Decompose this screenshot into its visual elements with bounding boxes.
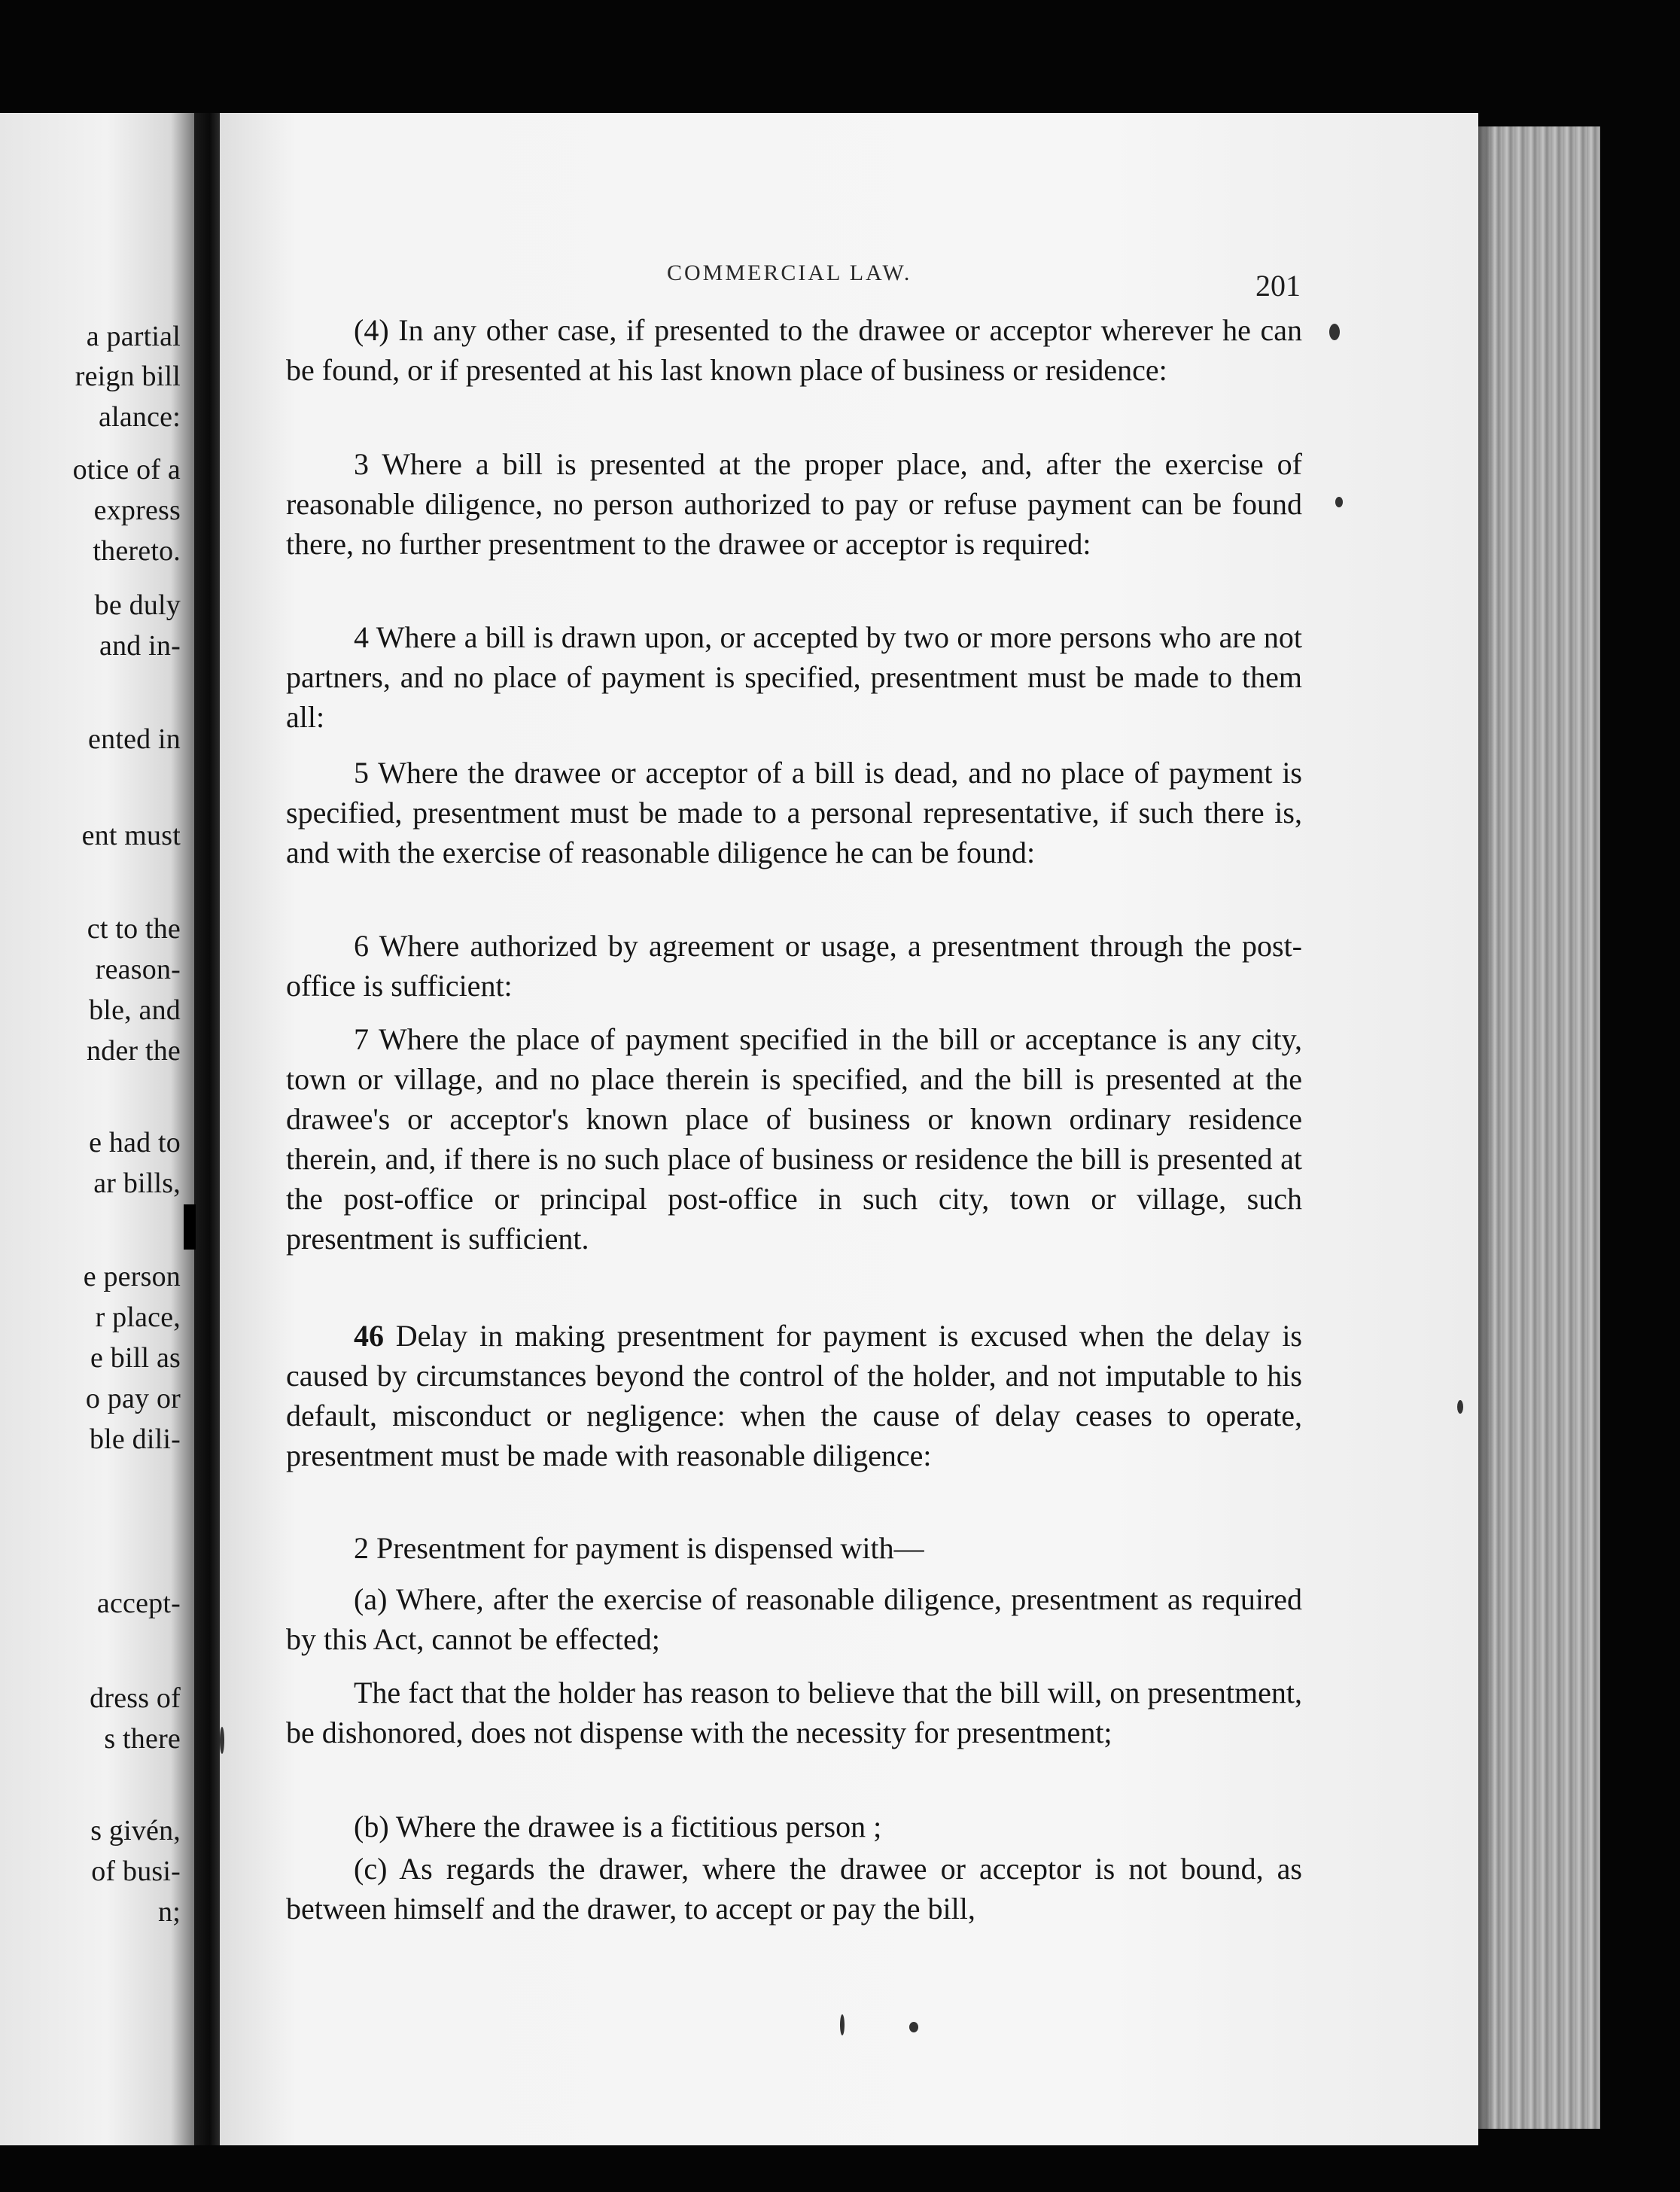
left-page-line: ented in — [88, 723, 181, 755]
scan-speck — [220, 1727, 224, 1754]
body-paragraph — [286, 1807, 1302, 1846]
paragraph-text: 5 Where the drawee or acceptor of a bill is dead, and no place of payment is specified, presentment must be made to a personal representative, if such there is, and with the exercise of reasonable diligence he can be found: — [286, 756, 1302, 869]
body-paragraph — [286, 1579, 1302, 1659]
section-46 — [286, 1316, 1302, 1475]
paragraph-text: (a) Where, after the exercise of reasonable diligence, presentment as required by this Act, cannot be effected; — [286, 1582, 1302, 1656]
scan-speck — [1329, 324, 1340, 340]
section-number: 46 — [354, 1319, 384, 1353]
running-head: COMMERCIAL LAW. — [667, 260, 912, 285]
left-page-line: s givén, — [90, 1815, 181, 1846]
paragraph-text: 7 Where the place of payment specified in the bill or acceptance is any city, town or village, and no place therein is specified, and the bill is presented at the drawee's or acceptor's known place of business or known ordinary residence therein, and, if there is no such place of business or residence the bill is presented at the post-office or principal post-office in such city, town or village, such presentment is sufficient. — [286, 1022, 1302, 1256]
left-page-line: o pay or — [85, 1383, 181, 1414]
left-page-line: reason- — [95, 954, 181, 985]
left-facing-page — [0, 113, 194, 2145]
left-page-line: accept- — [96, 1588, 181, 1619]
left-page-line: otice of a — [72, 454, 181, 486]
left-page-line: e person — [83, 1261, 181, 1292]
left-page-line: n; — [158, 1896, 181, 1928]
left-page-line: ent must — [81, 820, 181, 851]
body-paragraph — [286, 617, 1302, 737]
left-page-line: be duly — [94, 589, 181, 621]
left-page-line: ble, and — [89, 994, 181, 1026]
left-page-line: ble dili- — [89, 1423, 181, 1455]
left-page-line: of busi- — [91, 1856, 181, 1887]
left-page-line: r place, — [95, 1302, 181, 1333]
left-page-line: e bill as — [90, 1342, 181, 1374]
left-page-line: alance: — [99, 401, 181, 433]
left-page-line: a partial — [86, 321, 181, 352]
binding-mark — [184, 1204, 196, 1250]
left-page-line: reign bill — [75, 361, 181, 392]
left-page-line: s there — [104, 1723, 181, 1755]
page-edges — [1478, 126, 1600, 2129]
body-paragraph — [286, 1673, 1302, 1752]
left-page-line: ct to the — [87, 913, 181, 945]
page-edge-shadow — [1478, 126, 1495, 2129]
body-paragraph — [286, 444, 1302, 564]
left-page-line: e had to — [89, 1127, 181, 1158]
left-page-line: dress of — [90, 1682, 181, 1714]
paragraph-text: (4) In any other case, if presented to the drawee or acceptor wherever he can be found, or if presented at his last known place of business or residence: — [286, 313, 1302, 387]
paragraph-text: 4 Where a bill is drawn upon, or accepted by two or more persons who are not partners, and no place of payment is specified, presentment must be made to them all: — [286, 620, 1302, 734]
paragraph-text: 2 Presentment for payment is dispensed with— — [354, 1531, 924, 1565]
left-page-line: ar bills, — [93, 1168, 181, 1199]
scan-speck — [909, 2022, 918, 2032]
body-paragraph — [286, 926, 1302, 1006]
paragraph-text: (c) As regards the drawer, where the drawee or acceptor is not bound, as between himself and the drawer, to accept or pay the bill, — [286, 1852, 1302, 1926]
left-page-line: and in- — [99, 630, 181, 662]
paragraph-text: 3 Where a bill is presented at the proper place, and, after the exercise of reasonable diligence, no person authorized to pay or refuse payment can be found there, no further presentment to the drawee or acceptor is required: — [286, 447, 1302, 561]
body-paragraph — [286, 753, 1302, 872]
left-page-line: nder the — [86, 1035, 181, 1067]
book-gutter — [194, 113, 220, 2145]
scan-speck — [1335, 497, 1343, 507]
scan-speck — [840, 2014, 845, 2035]
section-text: Delay in making presentment for payment is excused when the delay is caused by circumstances beyond the control of the holder, and not imputable to his default, misconduct or negligence: when the cause of delay ceases to operate, presentment must be made with reasonable diligence: — [286, 1319, 1302, 1472]
body-paragraph — [286, 310, 1302, 390]
page-number: 201 — [1255, 269, 1301, 303]
body-paragraph — [286, 1019, 1302, 1259]
paragraph-text: The fact that the holder has reason to believe that the bill will, on presentment, be dishonored, does not dispense with the necessity for presentment; — [286, 1676, 1302, 1749]
body-paragraph — [286, 1528, 1302, 1568]
left-page-line: express — [93, 495, 181, 526]
left-page-line: thereto. — [93, 535, 181, 567]
paragraph-text: 6 Where authorized by agreement or usage, a presentment through the post-office is sufficient: — [286, 929, 1302, 1003]
paragraph-text — [286, 1316, 1302, 1475]
paragraph-text: (b) Where the drawee is a fictitious person ; — [354, 1810, 882, 1843]
body-paragraph — [286, 1849, 1302, 1929]
scan-speck — [1457, 1400, 1463, 1414]
